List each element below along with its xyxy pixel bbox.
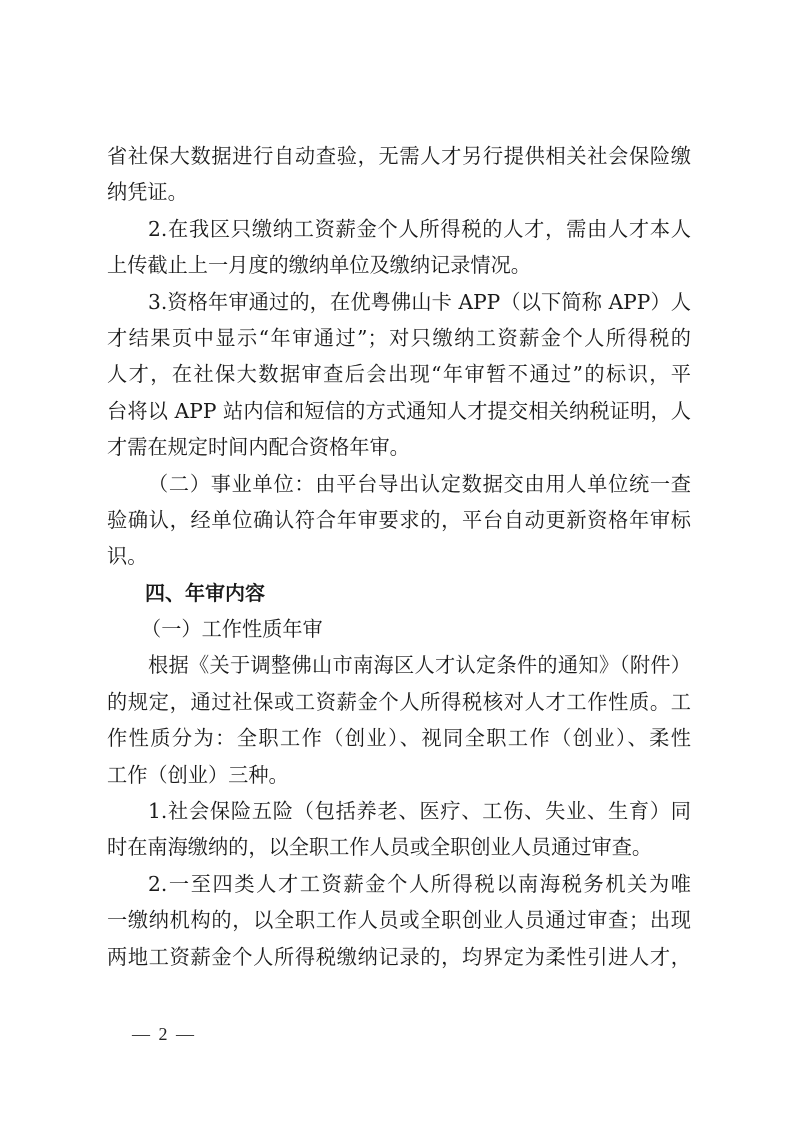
text-line: 的规定，通过社保或工资薪金个人所得税核对人才工作性质。工 xyxy=(107,689,691,714)
section-heading: 四、年审内容 xyxy=(145,580,265,605)
text-line: 2.在我区只缴纳工资薪金个人所得税的人才，需由人才本人 xyxy=(148,216,691,241)
text-line: （二）事业单位：由平台导出认定数据交由用人单位统一查 xyxy=(148,471,691,496)
paragraph-item-2-categories-tax xyxy=(107,866,691,975)
text-line: 两地工资薪金个人所得税缴纳记录的，均界定为柔性引进人才， xyxy=(107,944,691,969)
text-line: 验确认，经单位确认符合年审要求的，平台自动更新资格年审标 xyxy=(107,507,691,532)
text-line: 才结果页中显示“年审通过”；对只缴纳工资薪金个人所得税的 xyxy=(107,325,691,350)
page-number: — 2 — xyxy=(132,1024,196,1044)
paragraph-item-2-tax-only xyxy=(107,211,691,284)
text-line: 台将以 APP 站内信和短信的方式通知人才提交相关纳税证明，人 xyxy=(107,398,691,423)
text-line: 时在南海缴纳的，以全职工作人员或全职创业人员通过审查。 xyxy=(107,835,653,860)
text-line: 3.资格年审通过的，在优粤佛山卡 APP（以下简称 APP）人 xyxy=(148,289,691,314)
text-line: 一缴纳机构的，以全职工作人员或全职创业人员通过审查；出现 xyxy=(107,908,691,933)
text-line: 才需在规定时间内配合资格年审。 xyxy=(107,435,410,460)
text-line: 识。 xyxy=(107,544,148,569)
text-line: 人才，在社保大数据审查后会出现“年审暂不通过”的标识，平 xyxy=(107,362,691,387)
text-line: 工作（创业）三种。 xyxy=(107,762,289,787)
text-line: 省社保大数据进行自动查验，无需人才另行提供相关社会保险缴 xyxy=(107,144,691,168)
text-line: 1.社会保险五险（包括养老、医疗、工伤、失业、生育）同 xyxy=(148,799,691,824)
paragraph-item-1-five-insurances xyxy=(107,793,691,866)
text-line: 根据《关于调整佛山市南海区人才认定条件的通知》（附件） xyxy=(148,653,691,678)
paragraph-public-institutions xyxy=(107,466,691,575)
text-line: 作性质分为：全职工作（创业）、视同全职工作（创业）、柔性 xyxy=(107,726,691,751)
paragraph-work-nature-basis xyxy=(107,647,691,793)
document-body xyxy=(107,138,691,975)
text-line: 上传截止上一月度的缴纳单位及缴纳记录情况。 xyxy=(107,253,531,278)
paragraph-item-3-review-passed xyxy=(107,284,691,466)
text-line: 2.一至四类人才工资薪金个人所得税以南海税务机关为唯 xyxy=(148,871,691,896)
paragraph-social-security-continuation xyxy=(107,138,691,211)
text-line: 纳凭证。 xyxy=(107,180,188,205)
subsection-heading: （一）工作性质年审 xyxy=(141,617,323,642)
